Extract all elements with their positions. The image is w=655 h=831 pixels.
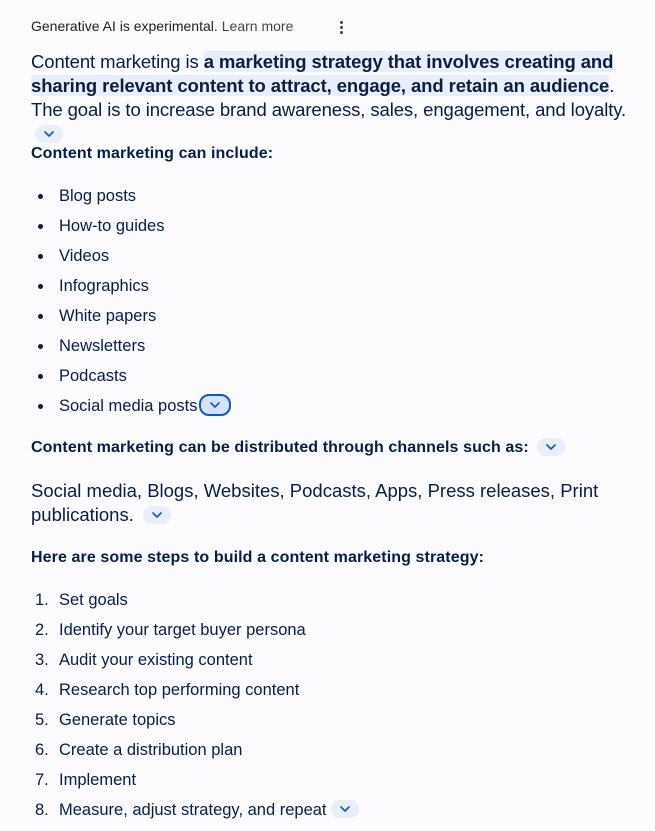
include-list (31, 181, 231, 421)
steps-list (31, 585, 359, 825)
bullet-icon (38, 284, 43, 289)
more-vert-icon[interactable] (333, 17, 349, 37)
list-item: 3. Audit your existing content (35, 650, 253, 669)
steps-heading: Here are some steps to build a content marketing strategy: (31, 549, 485, 566)
list-item: 7. Implement (35, 770, 137, 789)
expand-source-button[interactable] (143, 506, 171, 524)
chevron-down-icon (44, 131, 54, 137)
bullet-icon (38, 404, 43, 409)
bullet-icon (38, 254, 43, 259)
expand-source-button[interactable] (537, 438, 565, 456)
bullet-icon (38, 374, 43, 379)
list-item: 8. Measure, adjust strategy, and repeat (31, 795, 359, 825)
chevron-down-icon (210, 402, 220, 408)
bullet-icon (38, 344, 43, 349)
list-item: Podcasts (31, 361, 231, 391)
chevron-down-icon (546, 444, 556, 450)
list-item: 4. Research top performing content (35, 680, 300, 699)
list-item: Videos (31, 241, 231, 271)
list-item: Newsletters (31, 331, 231, 361)
intro-paragraph (31, 50, 641, 146)
intro-prefix: Content marketing is (31, 51, 204, 72)
list-item: How-to guides (31, 211, 231, 241)
bullet-icon (38, 224, 43, 229)
list-item: 6. Create a distribution plan (35, 740, 243, 759)
chevron-down-icon (340, 806, 350, 812)
expand-source-button[interactable] (199, 394, 231, 416)
chevron-down-icon (152, 512, 162, 518)
learn-more-link[interactable]: Learn more (221, 18, 294, 34)
bullet-icon (38, 194, 43, 199)
list-item: 1. Set goals (35, 590, 128, 609)
expand-source-button[interactable] (331, 800, 359, 818)
list-item: White papers (31, 301, 231, 331)
list-item: Infographics (31, 271, 231, 301)
list-item: 5. Generate topics (35, 710, 176, 729)
list-item: 2. Identify your target buyer persona (35, 620, 306, 639)
include-heading: Content marketing can include: (31, 145, 274, 162)
disclaimer-text: Generative AI is experimental. (31, 18, 218, 34)
intro-suffix: . The goal is to increase brand awareness, sales, engagement, and loyalty. (31, 75, 627, 120)
channels-paragraph: Social media, Blogs, Websites, Podcasts, Apps, Press releases, Print publications. (31, 480, 599, 525)
channels-heading: Content marketing can be distributed through channels such as: (31, 439, 565, 457)
list-item: Social media posts (31, 391, 231, 421)
list-item: Blog posts (31, 181, 231, 211)
expand-source-button[interactable] (35, 125, 63, 143)
intro-highlight: a marketing strategy that involves creating and sharing relevant content to attract, engage, and retain an audience (31, 51, 614, 96)
bullet-icon (38, 314, 43, 319)
